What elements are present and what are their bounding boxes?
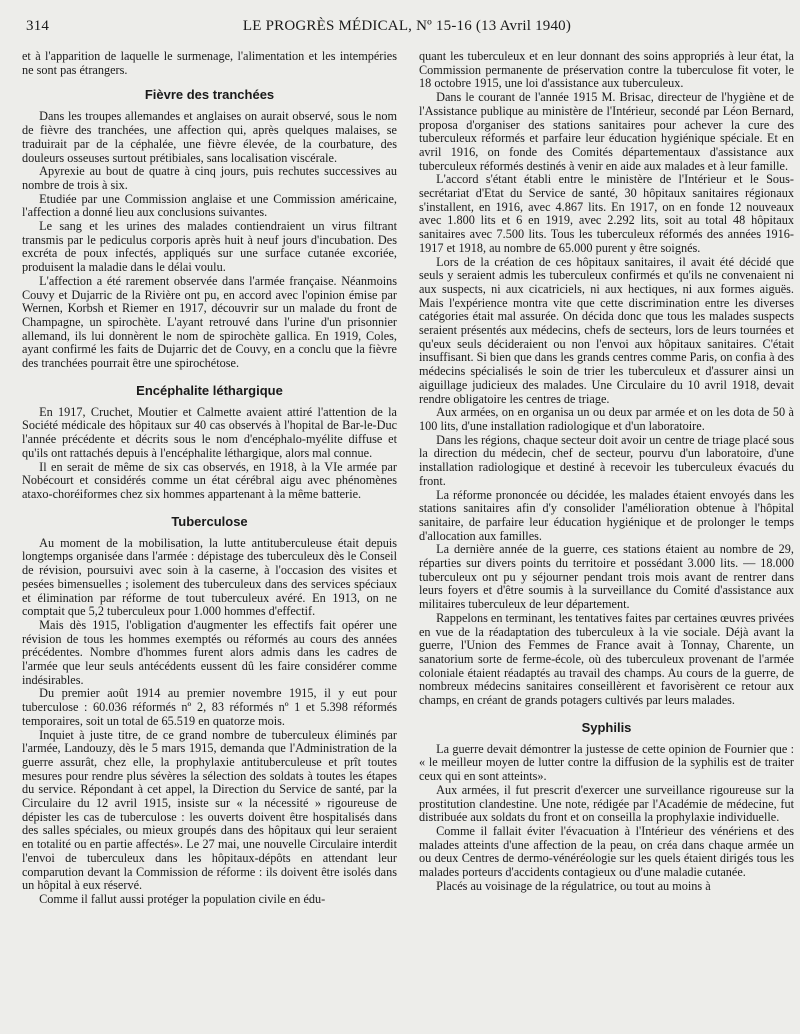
section-heading-tuberculose: Tuberculose — [171, 513, 248, 529]
paragraph: Au moment de la mobilisation, la lutte antituberculeuse était depuis longtemps organisée dans l'armée : dépistage des tuberculeux dès le Conseil de révision, poursuivi avec soin à la caserne, à l'occasion des visites et pesées bimensuelles ; isolement des tuberculeux dans des services spéciaux et élimination par réforme de tout tuberculeux avéré. En 1913, on ne comptait que 5,2 tuberculeux pour 1.000 hommes d'effectif. — [22, 535, 397, 619]
paragraph: Inquiet à juste titre, de ce grand nombre de tuberculeux éliminés par l'armée, Landouzy, dès le 5 mars 1915, demanda que l'Administration de la guerre assurât, chez elle, la prophylaxie antituberculeuse et prît toutes mesures pour rendre plus sévères la sélection des soldats à toutes les étapes du service. Répondant à cet appel, la Direction du Service de santé, par la Circulaire du 12 avril 1915, insiste sur « la nécessité » rigoureuse de dépister les cas de tuberculose : les ouverts doivent être hospitalisés dans des salles spéciales, ou mieux groupés dans des hôpitaux qui leur seraient en totalité ou en partie affectés». Le 27 mai, une nouvelle Circulaire interdit l'envoi de tuberculeux dans les hôpitaux-dépôts en attendant leur comparution devant la Commission de réforme : ils doivent être isolés dans un hôpital à eux réservé. — [22, 727, 397, 893]
running-header — [26, 18, 788, 36]
paragraph: Lors de la création de ces hôpitaux sanitaires, il avait été décidé que seuls y seraient admis les tuberculeux confirmés et qu'ils ne convenaient ni aux suspects, ni aux cicatriciels, ni aux hectiques, ni aux formes aiguës. Mais l'expérience montra vite que cette discrimination entre les diverses catégories était mal assurée. On décida donc que tous les malades suspects seraient présentés aux médecins, chefs de secteurs, lors de leurs tournées et qu'eux seuls décideraient ou non l'envoi aux hôpitaux sanitaires. C'était insuffisant. Si bien que dans les grands centres comme Paris, on confia à des médecins spécialisés le soin de trier les tuberculeux et d'assurer ainsi un aiguillage judicieux des malades. Une Circulaire du 10 avril 1918, devait rendre obligatoire les centres de triage. — [419, 254, 794, 406]
paragraph: Etudiée par une Commission anglaise et une Commission américaine, l'affection a donné lieu aux conclusions suivantes. — [22, 191, 397, 220]
paragraph: Comme il fallait éviter l'évacuation à l'Intérieur des vénériens et des malades atteints d'une affection de la peau, on créa dans chaque armée un ou deux Centres de dermo-vénéréologie sur les quels étaient dirigés tous les malades porteurs d'accidents contagieux ou d'une maladie cutanée. — [419, 823, 794, 880]
paragraph: Placés au voisinage de la régulatrice, ou tout au moins à — [436, 878, 711, 893]
paragraph: Il en serait de même de six cas observés, en 1918, à la VIe armée par Nobécourt et considérés comme un état cérébral aigu avec phénomènes ataxo-choréiformes chez six hommes appartenant à la même batterie. — [22, 459, 397, 501]
paragraph: Aux armées, il fut prescrit d'exercer une surveillance rigoureuse sur la prostitution clandestine. Une note, rédigée par l'Académie de médecine, fut distribuée aux soldats du front et on conseilla la prophylaxie individuelle. — [419, 782, 794, 825]
page-number: 314 — [26, 18, 50, 34]
section-heading-syphilis: Syphilis — [581, 719, 632, 735]
paragraph: Aux armées, on en organisa un ou deux par armée et on les dota de 50 à 100 lits, d'une installation radiologique et d'un laboratoire. — [419, 405, 794, 433]
paragraph: Le sang et les urines des malades contiendraient un virus filtrant transmis par le pediculus corporis après huit à neuf jours d'incubation. Des excréta de poux infectés, appliqués sur une surface cutanée excoriée, produisent la maladie dans le délai voulu. — [22, 219, 397, 275]
paragraph: Dans les régions, chaque secteur doit avoir un centre de triage placé sous la direction du médecin, chef de secteur, pourvu d'un laboratoire, d'une installation radiologique et destiné à recevoir les tuberculeux évacués du front. — [419, 432, 794, 488]
journal-title: LE PROGRÈS MÉDICAL, Nº 15-16 (13 Avril 1940) — [242, 18, 572, 34]
paragraph: Rappelons en terminant, les tentatives faites par certaines œuvres privées en vue de la réadaptation des tuberculeux à la vie sociale. Déjà avant la guerre, l'Union des Femmes de France avait à Tonnay, Charente, un sanatorium sorte de ferme-école, où des tuberculeux provenant de l'armée coloniale étaient réadaptés au travail des champs. Au cours de la guerre, de nombreux médecins sanitaires conseillèrent et favorisèrent ce retour aux champs, en créant de grands potagers cultivés par leurs malades. — [419, 610, 794, 708]
right-column — [419, 50, 794, 1030]
paragraph: La guerre devait démontrer la justesse de cette opinion de Fournier que : « le meilleur moyen de lutter contre la diffusion de la syphilis est de traiter ceux qui en sont atteints». — [419, 741, 794, 784]
section-heading-fievre: Fièvre des tranchées — [144, 87, 275, 103]
paragraph: L'accord s'étant établi entre le ministère de l'Intérieur et le Sous-secrétariat d'Etat du Service de santé, 30 hôpitaux sanitaires régionaux s'installent, en 1916, avec 4.867 lits. En 1917, on en fonde 12 nouveaux avec 1.800 lits et 6 en 1919, avec 2.292 lits, soit au total 48 hôpitaux sanitaires avec 7.500 lits. Tous les tuberculeux réformés des années 1916-1917 et 1918, au nombre de 65.000 purent y être soignés. — [419, 172, 794, 255]
paragraph: La réforme prononcée ou décidée, les malades étaient envoyés dans les stations sanitaires afin d'y consolider l'amélioration obtenue à l'hôpital sanitaire, de parfaire leur éducation hygiénique et de prolonger le temps d'allocation aux familles. — [419, 487, 794, 543]
paragraph: et à l'apparition de laquelle le surmenage, l'alimentation et les intempéries ne sont pas étrangers. — [22, 50, 397, 77]
paragraph: Mais dès 1915, l'obligation d'augmenter les effectifs fait opérer une révision de tous les hommes exemptés ou réformés au cours des années précédentes. Nombre d'hommes furent alors admis dans les cadres de l'armée que leur seuls antécédents eussent dû les faire considérer comme indésirables. — [22, 617, 397, 687]
paragraph: Dans le courant de l'année 1915 M. Brisac, directeur de l'hygiène et de l'Assistance publique au ministère de l'Intérieur, secondé par Léon Bernard, proposa d'organiser des stations sanitaires pour achever la cure des tuberculeux réformés et parfaire leur éducation hygiénique spéciale. Et en avril 1916, on fonde des Comités départementaux d'assistance aux tuberculeux réformés destinés à venir en aide aux malades et à leur famille. — [419, 90, 794, 173]
left-column — [22, 50, 397, 1030]
paragraph: Apyrexie au bout de quatre à cinq jours, puis rechutes successives au nombre de trois à six. — [22, 164, 397, 192]
paragraph: Comme il fallut aussi protéger la population civile en édu- — [39, 891, 326, 906]
paragraph: La dernière année de la guerre, ces stations étaient au nombre de 29, réparties sur divers points du territoire et possédant 3.000 lits. — 18.000 tuberculeux ont pu y séjourner pendant trois mois avant de rentrer dans leurs foyers et d'être soumis à la surveillance du Comité d'assistance aux militaires tuberculeux de leur département. — [419, 542, 794, 612]
paragraph: Du premier août 1914 au premier novembre 1915, il y eut pour tuberculose : 60.036 réformés nº 2, 83 réformés nº 1 et 5.398 réformés temporaires, soit un total de 65.519 en quatorze mois. — [22, 686, 397, 728]
paragraph: quant les tuberculeux et en leur donnant des soins appropriés à leur état, la Commission permanente de préservation contre la tuberculose fit voter, le 18 octobre 1915, une loi d'assistance aux tuberculeux. — [419, 50, 794, 91]
paragraph: En 1917, Cruchet, Moutier et Calmette avaient attiré l'attention de la Société médicale des hôpitaux sur 40 cas observés à l'hopital de Bar-le-Duc l'année précédente et décrits sous le nom d'encéphalo-myélite diffuse et qu'ils ont rattachés depuis à l'encéphalite léthargique, alors mal connue. — [22, 404, 397, 460]
text-columns — [22, 50, 794, 1030]
paragraph: L'affection a été rarement observée dans l'armée française. Néanmoins Couvy et Dujarric de la Rivière ont pu, en accord avec l'opinion émise par Wernen, Korbsh et Riemer en 1917, découvrir sur un malade du front de Champagne, un spirochète. L'ayant retrouvé dans l'urine d'un prisonnier allemand, ils lui donnèrent le nom de spirochète gallica. En 1919, Coles, ayant confirmé les faits de Dujarric det de Couvy, en a conclu que la fièvre des tranchées pourrait être une spirochétose. — [22, 273, 397, 371]
section-heading-encephalite: Encéphalite léthargique — [136, 382, 283, 398]
paragraph: Dans les troupes allemandes et anglaises on aurait observé, sous le nom de fièvre des tranchées, une affection qui, après quelques malaises, se traduirait par de la céphalée, une fièvre élevée, de la courbature, des douleurs osseuses surtout prétibiales, sans localisation viscérale. — [22, 109, 397, 165]
